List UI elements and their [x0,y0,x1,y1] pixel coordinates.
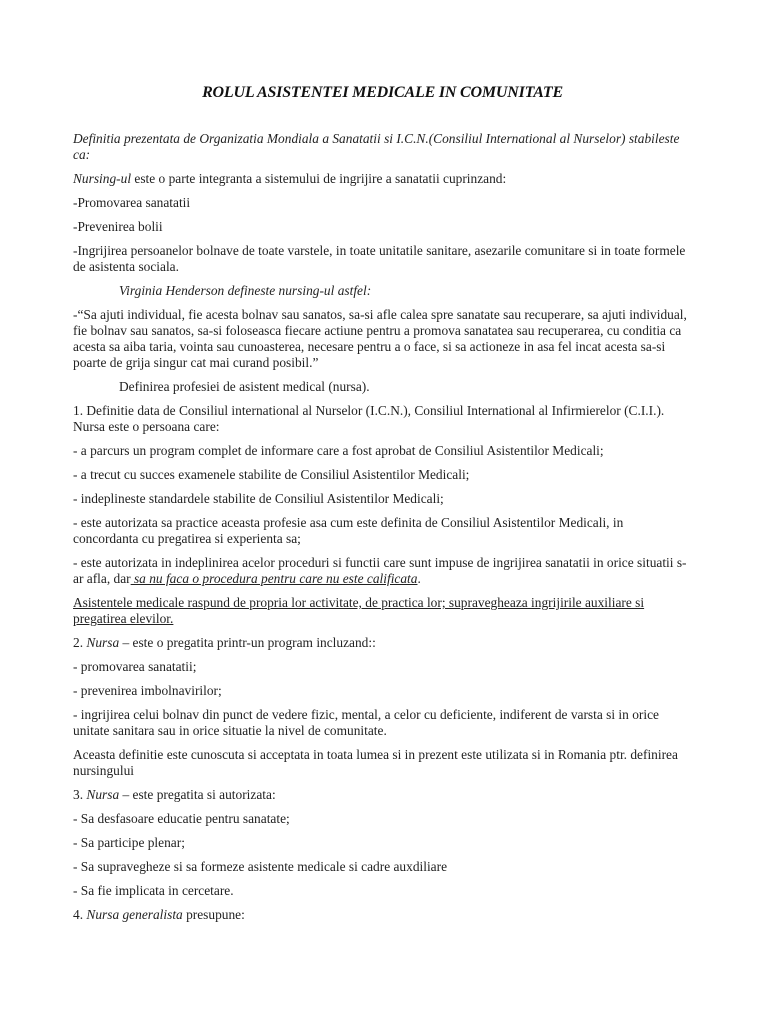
definition-2-item-a: - promovarea sanatatii; [73,659,197,674]
definition-1: 1. Definitie data de Consiliul international al Nurselor (I.C.N.), Consiliul International al Infirmierelor (C.I.I.). Nursa este o persoana care: [73,403,665,434]
henderson-intro: Virginia Henderson defineste nursing-ul astfel: [119,283,372,298]
definition-1-item-c: - indeplineste standardele stabilite de Consiliul Asistentilor Medicali; [73,491,444,506]
definirea-heading: Definirea profesiei de asistent medical (nursa). [119,379,370,394]
definition-1-item-a: - a parcurs un program complet de informare care a fost aprobat de Consiliul Asistentilor Medicali; [73,443,604,458]
definition-1-item-d: - este autorizata sa practice aceasta profesie asa cum este definita de Consiliul Asistentilor Medicali, in concordanta cu pregatirea si experienta sa; [73,515,624,546]
document-title: ROLUL ASISTENTEI MEDICALE IN COMUNITATE [202,84,563,101]
definition-4 [73,907,692,923]
definition-4-text: presupune: [182,907,245,922]
list-item-prevenire: -Prevenirea bolii [73,219,163,234]
definition-1-item-e-end: . [417,571,421,586]
intro-paragraph: Definitia prezentata de Organizatia Mondiala a Sanatatii si I.C.N.(Consiliul International al Nurselor) stabileste ca: [73,131,680,162]
definition-1-item-b: - a trecut cu succes examenele stabilite de Consiliul Asistentilor Medicali; [73,467,470,482]
definition-1-item-e-text: - este autorizata in indeplinirea acelor proceduri si functii care sunt impuse de ingrijirea sanatatii in orice situatii s-ar afla, dar [73,555,687,586]
list-item-ingrijire: -Ingrijirea persoanelor bolnave de toate varstele, in toate unitatile sanitare, asezarile comunitare si in toate formele de asistenta sociala. [73,243,686,274]
nursing-term: Nursing-ul [73,171,132,186]
definition-1-item-e-underlined: sa nu faca o procedura pentru care nu este calificata [130,571,418,586]
definition-3-item-a: - Sa desfasoare educatie pentru sanatate; [73,811,290,826]
definition-3 [73,787,692,803]
nursing-definition [73,171,692,187]
definition-3-number: 3. [73,787,87,802]
definition-2-text: – este o pregatita printr-un program incluzand:: [119,635,376,650]
asistentele-paragraph: Asistentele medicale raspund de propria lor activitate, de practica lor; supravegheaza ingrijirile auxiliare si pregatirea elevilor. [73,595,645,626]
definition-2-number: 2. [73,635,87,650]
definition-4-number: 4. [73,907,87,922]
henderson-quote: -“Sa ajuti individual, fie acesta bolnav sau sanatos, sa-si afle calea spre sanatate sau recuperare, sa ajuti individual, fie bolnav sau sanatos, sa-si foloseasca fiecare actiune pentru a promova sanatatea sau recuperarea, cu conditia ca acesta sa aiba taria, vointa sau cunoasterea, necesare pentru a o face, si sa actioneze in asa fel incat acesta sa-si poarte de grija singur cat mai curand posibil.” [73,307,687,370]
nursing-definition-text: este o parte integranta a sistemului de ingrijire a sanatatii cuprinzand: [131,171,507,186]
list-item-promovare: -Promovarea sanatatii [73,195,191,210]
definition-1-item-e [73,555,692,587]
aceasta-paragraph: Aceasta definitie este cunoscuta si acceptata in toata lumea si in prezent este utilizata si in Romania ptr. definirea nursingului [73,747,678,778]
definition-4-term: Nursa generalista [86,907,183,922]
definition-2-term: Nursa [86,635,120,650]
definition-3-item-b: - Sa participe plenar; [73,835,185,850]
definition-3-term: Nursa [86,787,120,802]
definition-2-item-c: - ingrijirea celui bolnav din punct de vedere fizic, mental, a celor cu deficiente, indiferent de varsta si in orice unitate sanitara sau in orice situatie la nivel de comunitate. [73,707,659,738]
definition-3-text: – este pregatita si autorizata: [119,787,276,802]
definition-3-item-c: - Sa supravegheze si sa formeze asistente medicale si cadre auxdiliare [73,859,448,874]
definition-2-item-b: - prevenirea imbolnavirilor; [73,683,222,698]
definition-2 [73,635,692,651]
definition-3-item-d: - Sa fie implicata in cercetare. [73,883,234,898]
